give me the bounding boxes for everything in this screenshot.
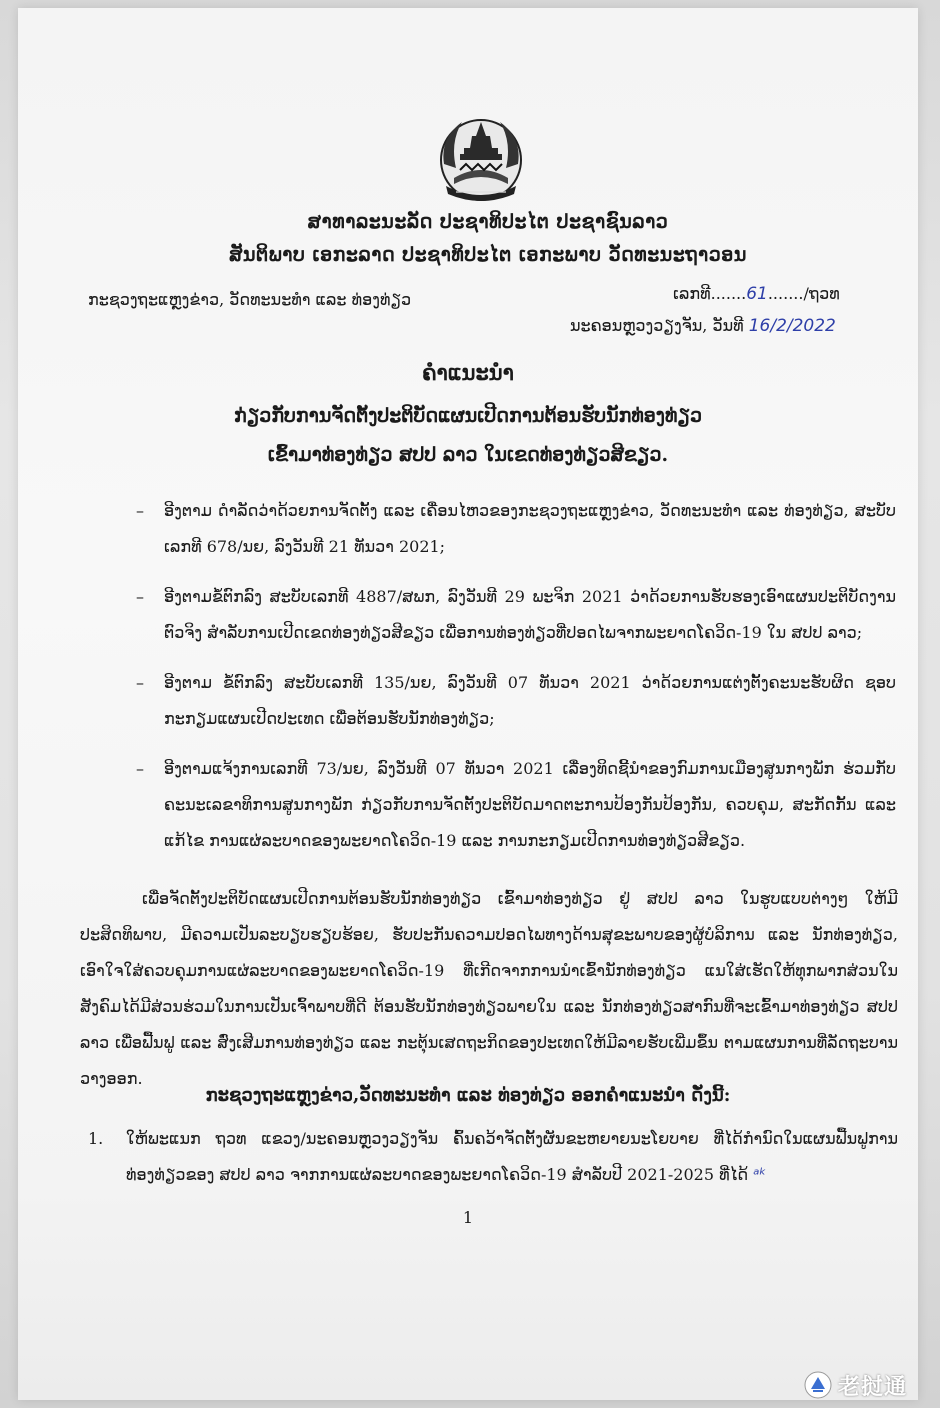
watermark	[804, 1370, 907, 1400]
date-line-prefix: ນະຄອນຫຼວງວຽງຈັນ, ວັນທີ	[570, 316, 749, 335]
intro-paragraph: ເພື່ອຈັດຕັ້ງປະຕິບັດແຜນເປີດການຕ້ອນຮັບນັກທ່ອງທ່ຽວ ເຂົ້າມາທ່ອງທ່ຽວ ຢູ່ ສປປ ລາວ ໃນຮູບແບບຕ່າງໆ ໃຫ້ມີປະສິດທິພາບ, ມີຄວາມເປັນລະບຽບຮຽບຮ້ອຍ, ຮັບປະກັນຄວາມປອດໄພທາງດ້ານສຸຂະພາບຂອງຜູ້ບໍລິການ ແລະ ນັກທ່ອງທ່ຽວ, ເອົາໃຈໃສ່ຄວບຄຸມການແຜ່ລະບາດຂອງພະຍາດໂຄວິດ-19 ທີ່ເກີດຈາກການນຳເຂົ້ານັກທ່ອງທ່ຽວ ແນໃສ່ເຮັດໃຫ້ທຸກພາກສ່ວນໃນສັງຄົມໄດ້ມີສ່ວນຮ່ວມໃນການເປັນເຈົ້າພາບທີ່ດີ ຕ້ອນຮັບນັກທ່ອງທ່ຽວພາຍໃນ ແລະ ນັກທ່ອງທ່ຽວສາກົນທີ່ຈະເຂົ້າມາທ່ອງທ່ຽວ ສປປ ລາວ ເພື່ອຟື້ນຟູ ແລະ ສົ່ງເສີມການທ່ອງທ່ຽວ ແລະ ກະຕຸ້ນເສດຖະກິດຂອງປະເທດໃຫ້ມີລາຍຮັບເພີ່ມຂຶ້ນ ຕາມແຜນການທີ່ລັດຖະບານວາງອອກ.	[80, 889, 898, 1088]
document-title: ຄຳແນະນຳ	[422, 360, 514, 385]
handwritten-mark: ᵃᵏ	[753, 1165, 767, 1184]
instruction-number: 1.	[88, 1129, 104, 1148]
instruction-item	[88, 1121, 898, 1193]
reference-text: ອີງຕາມ ຂໍ້ຕົກລົງ ສະບັບເລກທີ 135/ນຍ, ລົງວັນທີ 07 ທັນວາ 2021 ວ່າດ້ວຍການແຕ່ງຕັ້ງຄະນະຮັບຜິດ ຊອບກະກຽມແຜນເປີດປະເທດ ເພື່ອຕ້ອນຮັບນັກທ່ອງທ່ຽວ;	[164, 673, 896, 728]
page-number: 1	[462, 1208, 474, 1227]
instruction-text-wrapper	[88, 1121, 898, 1193]
document-number	[673, 284, 840, 304]
national-motto: ສັນຕິພາບ ເອກະລາດ ປະຊາທິປະໄຕ ເອກະພາບ ວັດທະນະຖາວອນ	[229, 244, 747, 266]
watermark-text: 老挝通	[838, 1374, 908, 1400]
document-subtitle-line-1: ກ່ຽວກັບການຈັດຕັ້ງປະຕິບັດແຜນເປີດການຕ້ອນຮັບນັກທ່ອງທ່ຽວ	[233, 405, 703, 427]
document-subtitle-line-2: ເຂົ້າມາທ່ອງທ່ຽວ ສປປ ລາວ ໃນເຂດທ່ອງທ່ຽວສີຂຽວ.	[267, 444, 669, 466]
date-line	[570, 316, 836, 336]
reference-item	[136, 665, 896, 737]
reference-bullet: –	[136, 501, 144, 520]
reference-item	[136, 751, 896, 859]
reference-text: ອີງຕາມແຈ້ງການເລກທີ 73/ນຍ, ລົງວັນທີ 07 ທັນວາ 2021 ເລື່ອງທິດຊີ້ນຳຂອງກົມການເມືອງສູນກາງພັກ ຮ່ວມກັບຄະນະເລຂາທິການສູນກາງພັກ ກ່ຽວກັບການຈັດຕັ້ງປະຕິບັດມາດຕະການປ້ອງກັນປ້ອງກັນ, ຄວບຄຸມ, ສະກັດກັ້ນ ແລະ ແກ້ໄຂ ການແຜ່ລະບາດຂອງພະຍາດໂຄວິດ-19 ແລະ ການກະກຽມເປີດການທ່ອງທ່ຽວສີຂຽວ.	[164, 759, 896, 850]
reference-item	[136, 493, 896, 565]
document-number-prefix: ເລກທີ.......	[673, 284, 747, 303]
reference-text: ອີງຕາມຂໍ້ຕົກລົງ ສະບັບເລກທີ 4887/ສພກ, ລົງວັນທີ 29 ພະຈິກ 2021 ວ່າດ້ວຍການຮັບຮອງເອົາແຜນປະຕິບັດງານຕົວຈິງ ສຳລັບການເປີດເຂດທ່ອງທ່ຽວສີຂຽວ ເພື່ອການທ່ອງທ່ຽວທີ່ປອດໄພຈາກພະຍາດໂຄວິດ-19 ໃນ ສປປ ລາວ;	[164, 587, 896, 642]
document-number-handwritten: 61	[746, 284, 768, 304]
reference-list	[136, 493, 896, 873]
instruction-text: ໃຫ້ພະແນກ ຖວທ ແຂວງ/ນະຄອນຫຼວງວຽງຈັນ ຄົ້ນຄວ້າຈັດຕັ້ງຜັນຂະຫຍາຍນະໂຍບາຍ ທີ່ໄດ້ກຳນົດໃນແຜນຟື້ນຟູການທ່ອງທ່ຽວຂອງ ສປປ ລາວ ຈາກການແຜ່ລະບາດຂອງພະຍາດໂຄວິດ-19 ສຳລັບປີ 2021-2025 ທີ່ໄດ້	[126, 1129, 898, 1184]
laos-community-logo-icon	[804, 1371, 832, 1399]
reference-text: ອີງຕາມ ດຳລັດວ່າດ້ວຍການຈັດຕັ້ງ ແລະ ເຄື່ອນໄຫວຂອງກະຊວງຖະແຫຼງຂ່າວ, ວັດທະນະທຳ ແລະ ທ່ອງທ່ຽວ, ສະບັບເລກທີ 678/ນຍ, ລົງວັນທີ 21 ທັນວາ 2021;	[164, 501, 896, 556]
date-handwritten: 16/2/2022	[748, 316, 836, 336]
reference-bullet: –	[136, 587, 144, 606]
orders-heading: ກະຊວງຖະແຫຼງຂ່າວ,ວັດທະນະທຳ ແລະ ທ່ອງທ່ຽວ ອອກຄຳແນະນຳ ດັ່ງນີ້:	[205, 1085, 731, 1106]
document-page	[18, 8, 918, 1400]
document-number-suffix: ......./ຖວທ	[767, 284, 840, 303]
reference-bullet: –	[136, 759, 144, 778]
ministry-name: ກະຊວງຖະແຫຼງຂ່າວ, ວັດທະນະທຳ ແລະ ທ່ອງທ່ຽວ	[88, 290, 412, 309]
reference-item	[136, 579, 896, 651]
lao-national-emblem-icon	[426, 108, 536, 208]
reference-bullet: –	[136, 673, 144, 692]
national-header: ສາທາລະນະລັດ ປະຊາທິປະໄຕ ປະຊາຊົນລາວ	[307, 211, 669, 233]
